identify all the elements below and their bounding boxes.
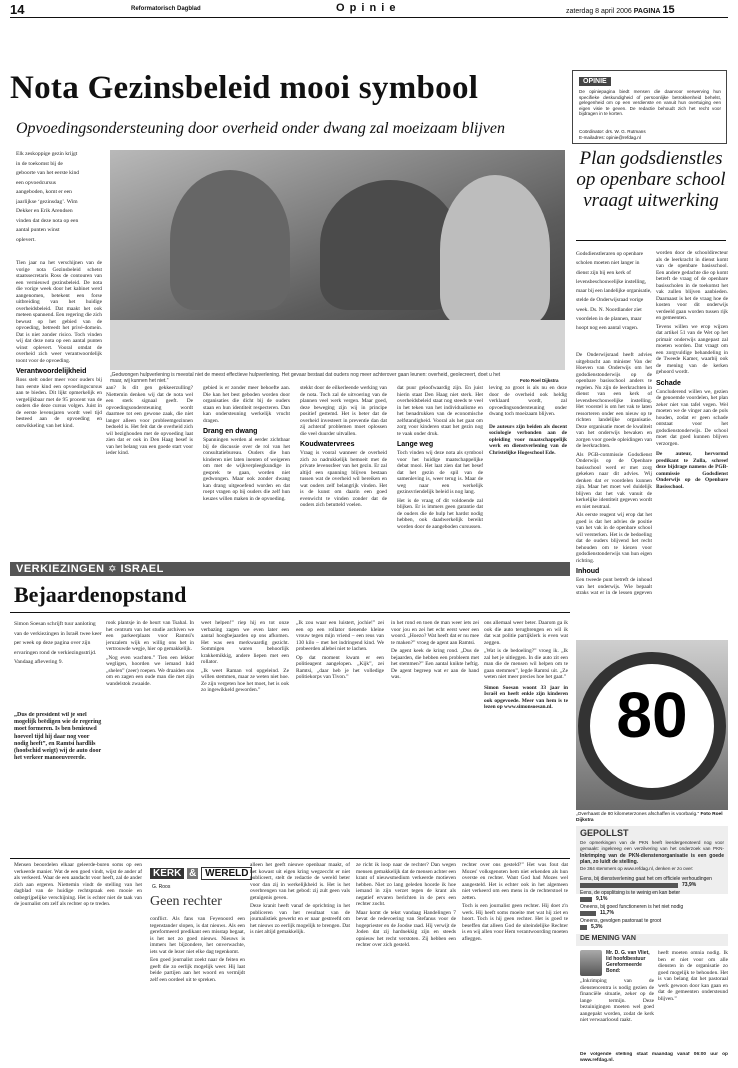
israel-col-1-text: rook plantsje in de heurt van Tsahal. In het centrum van het studie archiven we een parkeerplaats voor Ramtsi's jeruzalem wijk en willig ons het in vertrouwde wegje, hier op gemakkelijk.	[106, 620, 194, 652]
poll-item-1-pct: 73,9%	[682, 882, 697, 888]
kerk-col-2-text-b: Een goed journalist zoekt naar de feiten en geeft die zo eerlijk mogelijk weer. Hij laat beide partijen aan het woord en vermijdt zelf een oordeel uit te spreken.	[150, 957, 245, 983]
masthead-rule	[10, 17, 728, 18]
side-col-2-text: worden door de schooldirecteur als de leerkracht in dienst komt van de openbare basisschool. Een andere gedachte die op komt betreft de vraag of de openbare basisscholen in de toekomst het vak zullen blijven aanbieden. Daarnaast is het de vraag hoe de kosten voor dit onderwijs verdeeld gaan worden tussen rijk en gemeenten.	[656, 250, 728, 321]
israel-col-1-text-b: „Nog even wachten.” Tien een lekker wegligen, hoorden we iemand luid „shelen” (zeer) roepen. We draaiden ons om en zagen een oude man die met zijn wandelstok zwaaide.	[106, 654, 194, 687]
photo-table	[110, 320, 565, 370]
side-col-1-text-c: Als eerste reagent wij erop dat het goed is dat het advies de positie van het vak in de openbare school wil versterken. Het is de bedoeling dat de ouders blijvend het recht behouden om te kiezen voor godsdienstonderwijs van hun eigen richting.	[576, 512, 652, 564]
main-photo-caption: „Gedwongen hulpverlening is meestal niet de meest effectieve hulpverlening. Het gevaar bestaat dat ouders nog meer achterover gaan leunen: overheid, geolecreert, doet u het maar, wij kunnen het niet.”	[110, 372, 501, 384]
poll-item-2-label: Eens, de opsplitsing is te weinig en kan beter	[580, 890, 681, 896]
main-col-1-text: Tien jaar na het verschijnen van de vorige nota Gezinsbeleid schetst staatssecretaris Ross de contouren van een vernieuwd gezinsbeleid. De nota die vorige week door het kabinet werd aangenomen, betekent een forse uitbreiding van het huidige overheidsbeleid. Dat maakt het ook meteen spannend. Een regering die zich bewust op het gebied van de opvoeding, betreedt het privé-domein. Dat is niet zonder risico. Toch vinden wij dat deze nota op een aantal punten winst oplevert. Vooral omdat de overheid zich weer verantwoordelijk toont voor de opvoeding.	[16, 260, 102, 364]
kerk-headline: Geen rechter	[150, 894, 222, 909]
side-col-2	[656, 250, 728, 600]
poll-item-4-label: Oneens, gevolgen pastoraat te groot	[580, 918, 662, 924]
poll-intro: De opmerkingen van de PKN heeft leerdergenoteerd nog voor gemaakt: ingekreeg een verzilvering van het onderzoek van PKN-	[580, 840, 724, 851]
israel-col-4-text: in het rond en toen de man weer iets zei voor jou en zei het echt eerst weer een woord. „Hoezo? Wat heeft dat er nu mee te maken?” vroeg de agent aan Ramtsi.	[391, 620, 479, 646]
main-subheadline: Opvoedingsondersteuning door overheid onder dwang zal moeizaam blijven	[16, 120, 505, 137]
poll-item-1-bar	[580, 883, 678, 888]
poll-item-4-bar	[580, 925, 587, 930]
poll-item-3-bar	[580, 911, 596, 916]
israel-intro: Simon Soesan schrijft tuur aanloting van de verkiezingen in Israël twee keer per week op deze pagina over zijn ervaringen rond de verkiezingsstrijd. Vandaag aflevering 9.	[14, 621, 102, 666]
israel-band-label-left: VERKIEZINGEN	[16, 563, 105, 575]
side-col-2-text-b: Tevens willen we erop wijzen dat artikel 51 van de Wet op het primair onderwijs aangepast zal moeten worden. Dat vraagt om een zorgvuldige behandeling in de Tweede Kamer, waarbij ook de mening van de kerken gehoord wordt.	[656, 323, 728, 375]
main-col-5-head: Lange weg	[397, 441, 434, 448]
side-photo-caption-text: „Overhaast de 80 kilometerzones afschaffen is voorbarig.”	[576, 812, 700, 817]
side-col-1-head: Inhoud	[576, 568, 600, 575]
side-photo-caption	[576, 812, 728, 824]
opinie-tag: OPINIE	[579, 77, 611, 86]
kerk-lead-col: Mensen beoordelen elkaar geleerde-buren soms op een verkeerde manier. Wat de een goed vindt, wijst de ander af als verkeerd. Waar de een aandacht voor heeft, zal de ander zich aan ergeren. Niettemin vindt de stelling van het dagblad van de huidige rechtspraak een mooie en onbegrijpelijke verschijning. Het is echter niet de taak van de journalist om zelf als rechter op te treden.	[14, 862, 142, 907]
opinie-box	[572, 70, 727, 144]
main-headline: Nota Gezinsbeleid mooi symbool	[10, 70, 479, 106]
israel-col-5-text: ons allemaal weer beter. Daarom ga ik ook die auto terugbrengen en wil ik dat wat politie partijklerk is even wat zeggen.	[484, 620, 568, 646]
israel-col-3	[296, 620, 384, 855]
main-col-5-text-c: Het is de vraag of dit voldoende zal blijken. Er is immers geen garantie dat de ouders die de hulp het hardst nodig hebben, ook daadwerkelijk bereikt worden door de aangeboden cursussen.	[397, 497, 483, 530]
main-photo-credit: Foto Roel Dijkstra	[520, 378, 559, 383]
poll-question: Inkrimping van de PKN-dienstenorganisatie is een goede plan, zo luidt de stelling.	[580, 853, 724, 865]
side-col-1	[576, 352, 652, 597]
israel-band-label	[16, 563, 164, 575]
poll-item-2-pct: 9,1%	[596, 896, 608, 902]
side-headline: Plan godsdienstles op openbare school vraagt uitwerking	[576, 148, 726, 211]
poll-item-3-label: Oneens, bij goed functioneren is het niet nodig	[580, 904, 684, 910]
side-col-1-text-d: Een tweede punt betreft de inhoud van het onderwijs. Wie bepaalt straks wat er in de lessen gegeven	[576, 577, 652, 596]
kerk-col-4	[356, 862, 456, 1064]
kerk-label-right: WERELD	[201, 867, 252, 880]
main-col-2	[106, 385, 193, 550]
israel-col-5-text-b: „Wat is de bedoeling?” vroeg ik. „Ik zal het je uitleggen. In die auto zit een man die de mensen wil helpen om te gaan stemmen”, legde Ramtsi uit. „Ze weten niet meer precies hoe het gaat.”	[484, 648, 568, 680]
kerk-col-3-text: alleen het geeft nieuwe openbaar maakt, of het kowast uit eigen kring wegzeccht er niet publiceert, stelt de redactie de wereld beter voor dan zij in werkelijkheid is. Het is het overbrengen van het gebod: zij zult geen vals getuigenis geven.	[250, 862, 350, 901]
section-label: O p i n i e	[336, 2, 397, 14]
kerk-label	[150, 868, 252, 879]
main-col-4-head: Koudwatervrees	[300, 441, 355, 448]
israel-col-3-text: „Ik zou waar een luistert, jochie!” zei een op een rollator tienende kleine vrouw tegen mijn vriend – een reus van 130 kilo – met het indringend kind. We probeerden allebei niet te lachen.	[296, 620, 384, 652]
poll-item-4-pct: 5,3%	[591, 924, 603, 930]
authors-note: De auteurs zijn beiden als docent sociologie verbonden aan de opleiding voor maatschappelijk werk en dienstverlening van de Christelijke Hogeschool Ede.	[489, 423, 567, 456]
opinie-text: De opiniepagina biedt mensen die daarvoor verwerving hun specifieke deskundigheid of persoonlijke betrokkenheid behelst, gelegenheid om op een verdienste en vanuit hun overtuiging een eigen visie te geven. De redactie behoudt zich het recht voor bijdragen in te korten.	[579, 89, 721, 116]
page-label: PAGINA	[633, 8, 661, 15]
main-intro: Elk zeskoppige gezin krijgt in de toekomst bij de geboorte van het eerste kind een opvoedcursus aangeboden, komt er een jaarlijkse ‘gezinsdag’. Wim Dekker en Erik Arendsen vinden dat deze nota op een aantal punten winst oplevert.	[16, 151, 80, 243]
mening-name: Mr. D. G. van Vliet, lid hoofdbestuur Gereformeerde Bond:	[606, 950, 650, 972]
israel-col-2	[201, 620, 289, 855]
main-col-4	[300, 385, 387, 550]
mening-quote-b: heeft moeten omnia nodig. Ik ben er niet voor om alle diensten in de organisatie zo goed mogelijk te behouden. Het is van belang dat het pastoraal werk gewoon door kan gaan en dat de gemeenten ondersteund blijven.”	[658, 950, 728, 1002]
kerk-col-2	[150, 916, 245, 1064]
israel-band-label-right: ISRAEL	[120, 563, 164, 575]
kerk-col-5-text: rechter over ons gesteld?” Het was fout dat Mozes' volksgenoten hem niet erkenden als hun overste en rechter. Want God had Mozes wel aangesteld. Het is echter ook in het algemeen niet verkeerd om een mens in de rechterstoel te zetten.	[462, 862, 568, 901]
mening-label: DE MENING VAN	[580, 935, 636, 942]
israel-headline-rule	[10, 612, 570, 613]
main-col-1-head: Verantwoordelijkheid	[16, 368, 87, 375]
main-col-5-text: dat puur geloofwaardig zijn. En juist hierin staat Den Haag niet sterk. Het overheidsbeleid staat nog steeds te veel in het teken van het individualisme en het benadrukken van de economische zelfstandigheid. Vooral als het gaat om zorg voor kinderen staat het gezin nog te vaak onder druk.	[397, 385, 483, 437]
page-number-right: 15	[662, 4, 675, 16]
kerk-col-5-text-b: Toch is een journalist geen rechter. Hij doet z'n werk. Hij heeft soms moeite met wat hij ziet en hoort. Toch is hij geen rechter. Het is goed te beseffen dat alleen God de uiteindelijke Rechter is en wij allen voor Hem verantwoording moeten afleggen.	[462, 903, 568, 942]
main-col-1-text-b: Ross stelt onder meer voor ouders bij hun eerste kind een opvoedingscursus aan te bieden. Dit lijkt opmerkelijk en vergelijkbaar met de 95 procent van de ouders die deze cursus volgen. Juist in de eerste levensjaren wordt veel tijd besteed aan de opvoeding en ontwikkeling van het kind.	[16, 377, 102, 429]
side-author: De auteur, hervormd predikant te Zulla, schreef deze bijdrage namens de PGB-commissie Godsdienst Onderwijs op de Openbare Basisschool.	[656, 451, 728, 490]
kerk-byline: G. Roos	[152, 884, 171, 890]
main-col-3-head: Drang en dwang	[203, 428, 258, 435]
main-col-6-text: leving zo groot is als nu en deze door de overheid ook heldig verklaard wordt, zal opvoedingsondersteuning onder dwang toch moeizaam blijven.	[489, 385, 567, 417]
main-col-4-text-b: Vraag is vooral wanneer de overheid zich zo nadrukkelijk bemoeit met de private levenssfeer van het gezin. Er zal altijd een spanning blijven bestaan tussen wat de overheid wil bereiken en wat ouders zelf belangrijk vinden. Het is de kunst om daarin een goed evenwicht te vinden zonder dat de ouders zich betutteld voelen.	[300, 450, 387, 508]
photo-figure-3	[440, 175, 550, 325]
side-headline-rule	[576, 240, 726, 241]
page-number-left: 14	[10, 2, 25, 17]
israel-col-4-text-b: De agent keek de kring rond. „Dus de bejaarden, die hebben een probleem met het stemmen?” Een aantal knikte heftig. De agent begreep wat er aan de hand was.	[391, 648, 479, 680]
poll-respondents: De 364 stemmers op www.refdag.nl, denken er zo over:	[580, 866, 694, 871]
kerk-col-4-text-b: Maar komt de tekst vandaag Handelingen 7 bevat de redevoering van Stefanus voor de hogepriester en de Joodse raad. Hij verwijt de Joden dat zij hardnekkig zijn en steeds opnieuw het recht verstoten. Zij hebben een rechter over zich gesteld.	[356, 909, 456, 948]
israel-col-2-text: weet helpen!” riep hij en tot onze verbazing zagen we even later een aantal hoogbejaarden op ons afkomen. Het was een merkwaardig gezicht. Sommigen waren behoorlijk krakkemikkig, andere liepen met een rollator.	[201, 620, 289, 665]
mening-next-poll: De volgende stelling staat maandag vanaf 06:00 uur op www.refdag.nl.	[580, 1052, 728, 1063]
poll-item-2-bar	[580, 897, 592, 902]
main-col-6	[489, 385, 567, 550]
ampersand-icon: &	[189, 868, 197, 879]
kerk-col-2-text: conflict. Als fans van Feyenoord een tegenstander slopen, is dat nieuws. Als een gereformeerd predikant een misstap begaat, is het net zo goed nieuws. Nieuws is immers het bijzondere, het onverwachte, iets wat de lezer niet elke dag tegenkomt.	[150, 916, 245, 955]
date-label	[566, 4, 675, 16]
poll-item-3-pct: 11,7%	[600, 910, 614, 916]
main-col-3-text-b: Spanningen werden al eerder zichtbaar bij de discussie over de rol van het consultatiebureau. Ouders die hun kinderen niet laten inenten of weigeren om met de wijkverpleegkundige in gesprek te gaan, worden niet gedwongen. Maar ook zonder dwang kan drang uitgeoefend worden en dat roept vragen op bij ouders die zelf hun keuzes willen maken in de opvoeding.	[203, 437, 290, 502]
main-photo	[110, 150, 565, 370]
israel-col-2-text-b: „Ik weet Raman vol opgeleind. Ze willen stemmen, maar ze weten niet hoe. Ze zijn vergeten hoe het moet, het is ook zo ingewikkeld geworden.”	[201, 667, 289, 693]
speed-sign-number: 80	[616, 679, 688, 751]
date-text: zaterdag 8 april 2006	[566, 8, 632, 15]
israel-quote: „Dus de president wil je snel mogelijk beëdigen wie de regering moet formeren. Is ben benieuwd hoeveel tijd hij daar nog voor nodig heeft”, en Ramtsi hardlils (hoofschid weigt) wij de auto door het verkeer manoeuvreerde.	[14, 712, 102, 762]
opinie-footer: Coördinator: drs. W. G. Rutmans E-mailadres: opinie@refdag.nl	[579, 129, 646, 140]
kerk-label-left: KERK	[150, 868, 184, 879]
main-col-3-text: gebied is er zonder meer behoefte aan. Die kan het best geboden worden door organisaties die dicht bij de ouders staan en hun identiteit respecteren. Dan kan ondersteuning werkelijk vrucht dragen.	[203, 385, 290, 424]
kerk-col-5	[462, 862, 568, 1064]
kerk-col-4-text: ze richt ik loop naar de rechter? Dan wegen mensen gemakkelijk dat de mensen achter een krant of nieuwsmedium verkeerde motieven hebben. Niet zo lang geleden hoorde ik hoe iemand in zijn verzet tegen de krant als negatief ervaren berichten in de pers een rechter zocht.	[356, 862, 456, 907]
side-col-1-text: De Onderwijsraad heeft advies uitgebracht aan minister Van der Hoeven van Onderwijs om het godsdienstonderwijs op de openbare basisschool anders te regelen. Nu zijn de leerkrachten in dienst van een kerk of levensbeschouwelijke instelling. Het voorstel is om het vak te laten ressorteren onder een nieuw op te richten landelijke organisatie. Deze organisatie moet de kwaliteit van het onderwijs bewaken en zorgen voor goede opleidingen van de leerkrachten.	[576, 352, 652, 449]
star-icon: ✡	[108, 564, 117, 575]
kerk-col-3	[250, 862, 350, 1064]
main-col-5-text-b: Toch vinden wij deze nota als symbool voor het huidige maatschappelijke debat mooi. Het laat zien dat het besef dat het gezin de spil van de samenleving is, weer terug is. Maar de weg naar een werkelijk gezinsvriendelijk beleid is nog lang.	[397, 450, 483, 495]
main-col-4-text: stekkt door de eilkerleende werking van de nota. Toch zal de uitvoering van de plannen veel werk vergen. Maar goed, deze beweging zijn wij in principe positief gestemd. Het is beter dat de overheid investeert in preventie dan dat zij achteraf problemen moet oplossen die veel duurder uitvallen.	[300, 385, 387, 437]
paper-name: Reformatorisch Dagblad	[131, 6, 201, 12]
poll-item-1-label: Eens, bij dienstverlening gaat het om officiele verhoudingen	[580, 876, 712, 882]
photo-figure-1	[170, 170, 290, 310]
mening-header	[576, 934, 728, 946]
side-col-2-head: Schade	[656, 379, 681, 387]
kerk-col-3-text-b: Deze kranit heeft vanaf de oprichting in het publiceren van het resultaat van de journalistiek gewerkt en er naar gestreefd om het nieuws zo eerlijk mogelijk te brengen. Dat is niet altijd gemakkelijk.	[250, 903, 350, 935]
side-col-1-text-b: Als PGB-commissie Godsdienst Onderwijs op de Openbare basisschool werd er met zorg gekeken naar dit advies. Wij denken dat er voordelen kunnen zijn. Maar het moet wel duidelijk blijven dat het vak vanuit de kerkelijke identiteit gegeven wordt en niet neutraal.	[576, 451, 652, 510]
israel-col-5	[484, 620, 568, 855]
israel-col-3-text-b: Op dat moment kwam er een politieagent aangelopen. „Kijk”, zei Ramtsi, „daar heb je het volledige politiekorps van Tivon.”	[296, 654, 384, 680]
israel-author: Simon Soesan woont 33 jaar in Israël en heeft enkle zijn kinderen ook opgevoede. Meer van hem is te lezen op www.simonsoesan.nl.	[484, 684, 568, 710]
main-col-5	[397, 385, 483, 550]
main-col-2-text: aan? Is dit gen gekkeerzulling? Niettemin denken wij dat de nota wel een sterk signaal geeft. De opvoedingsondersteuning wordt daarmee tot een gewone zaak, die niet langer alleen voor probleemgezinnen bedoeld is. Het feit dat de overheid zich wil bezighouden met de opvoeding laat zien dat er ook in Den Haag besef is van het belang van een goede start voor ieder kind.	[106, 385, 193, 456]
photo-figure-2	[320, 180, 460, 310]
mening-quote: „Inkrimping van de dienstencentra is nodig gezien de financiële situatie, zeker op de lange termijn. Deze bezuinigingen moeten wel goed aangepakt worden, zodat de kerk niet verwaarloosd raakt.	[580, 978, 654, 1023]
israel-col-4	[391, 620, 479, 855]
israel-headline: Bejaardenopstand	[14, 582, 187, 607]
poll-title: GEPOLLST	[580, 828, 629, 838]
main-col-3	[203, 385, 290, 550]
israel-col-1	[106, 620, 194, 855]
mening-portrait	[580, 950, 602, 976]
kerk-top-rule	[10, 858, 570, 859]
side-photo-credit: Foto Roel Dijkstra	[576, 812, 723, 823]
main-col-1	[16, 260, 102, 550]
side-photo	[576, 640, 728, 810]
side-col-2-text-c: Concluderend willen we, gezien de genoemde voordelen, het plan zeker niet van tafel vegen. Wel moeten we de vinger aan de pols houden, zodat er geen schade ontstaat voor het godsdienstonderwijs. De school moet dat goed kunnen blijven verzorgen.	[656, 388, 728, 447]
side-intro: Godsdienstleraren op openbare scholen moeten niet langer in dienst zijn bij een kerk of levensbeschouwelijke instelling, maar bij een landelijke organisatie, stelde de Onderwijsraad vorige week. Ds. N. Noordlander ziet voordelen in de plannen, maar hoopt nog een aantal vragen.	[576, 251, 652, 332]
